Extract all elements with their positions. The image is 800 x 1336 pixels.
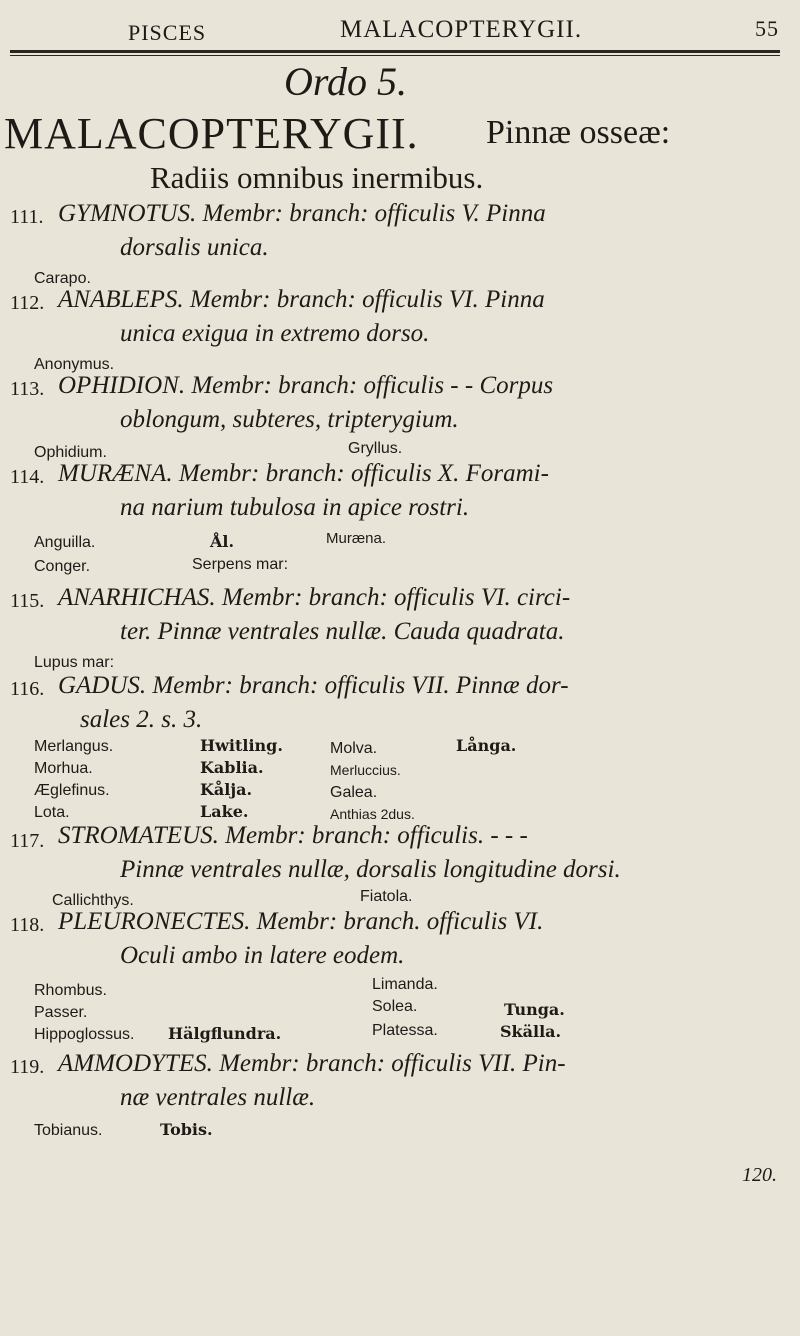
entry-number: 117. (10, 830, 45, 852)
synonym-vernacular: Kablia. (200, 758, 264, 777)
synonym-above: Gryllus. (348, 440, 403, 457)
entry-line: GYMNOTUS. Membr: branch: officulis V. Pinna (58, 200, 546, 227)
synonym-latin: Limanda. (372, 976, 438, 993)
class-subtitle: Radiis omnibus inermibus. (150, 160, 484, 195)
header-rule (10, 50, 780, 53)
synonym-above: Anonymus. (34, 356, 115, 373)
entry-number: 111. (10, 206, 44, 228)
synonym-latin: Anguilla. (34, 534, 96, 551)
running-head-center: MALACOPTERYGII. (340, 16, 583, 43)
synonym-latin: Æglefinus. (34, 782, 110, 799)
synonym-above: Fiatola. (360, 888, 413, 905)
synonym-vernacular: Ål. (210, 532, 235, 551)
synonym-vernacular: Kålja. (200, 780, 253, 799)
header-rule-thin (10, 55, 780, 56)
synonym-latin: Hippoglossus. (34, 1026, 135, 1043)
entry-number: 118. (10, 914, 45, 936)
synonym-vernacular: Långa. (456, 736, 517, 755)
entry-line: næ ventrales nullæ. (120, 1084, 316, 1111)
synonym-vernacular: Tobis. (160, 1120, 213, 1139)
entry-line: ANABLEPS. Membr: branch: officulis VI. Pinna (58, 286, 545, 313)
synonym-vernacular: Hälgflundra. (168, 1024, 282, 1043)
synonym-latin: Lota. (34, 804, 70, 821)
entry-line: ter. Pinnæ ventrales nullæ. Cauda quadrata. (120, 618, 565, 645)
synonym-latin: Galea. (330, 784, 378, 801)
entry-line: PLEURONECTES. Membr: branch. officulis VI. (58, 908, 544, 935)
entry-line: na narium tubulosa in apice rostri. (120, 494, 470, 521)
entry-number: 115. (10, 590, 45, 612)
catchword: 120. (742, 1164, 777, 1186)
running-head-left: PISCES (128, 20, 207, 45)
synonym-vernacular: Tunga. (504, 1000, 565, 1019)
synonym-latin: Tobianus. (34, 1122, 103, 1139)
synonym-above: Lupus mar: (34, 654, 115, 671)
entry-number: 116. (10, 678, 45, 700)
entry-number: 112. (10, 292, 45, 314)
synonym-vernacular: Serpens mar: (192, 556, 289, 573)
entry-line: dorsalis unica. (120, 234, 269, 261)
synonym-latin: Passer. (34, 1004, 88, 1021)
class-title: MALACOPTERYGII. (4, 109, 419, 158)
entry-line: Pinnæ ventrales nullæ, dorsalis longitudine dorsi. (120, 856, 621, 883)
entry-number: 113. (10, 378, 45, 400)
synonym-above: Ophidium. (34, 444, 107, 461)
entry-line: AMMODYTES. Membr: branch: officulis VII. Pin- (58, 1050, 566, 1077)
entry-line: STROMATEUS. Membr: branch: officulis. - - - (58, 822, 528, 849)
page-number: 55 (755, 16, 779, 41)
entry-number: 114. (10, 466, 45, 488)
entry-line: Oculi ambo in latere eodem. (120, 942, 405, 969)
synonym-vernacular: Hwitling. (200, 736, 283, 755)
synonym-latin: Rhombus. (34, 982, 107, 999)
entry-line: unica exigua in extremo dorso. (120, 320, 430, 347)
synonym-above: Carapo. (34, 270, 91, 287)
synonym-vernacular: Lake. (200, 802, 249, 821)
synonym-latin: Conger. (34, 558, 91, 575)
class-title-rest: Pinnæ osseæ: (486, 114, 671, 151)
entry-line: oblongum, subteres, tripterygium. (120, 406, 459, 433)
synonym-latin: Merluccius. (330, 762, 401, 778)
entry-line: GADUS. Membr: branch: officulis VII. Pinnæ dor- (58, 672, 569, 699)
ordo-heading: Ordo 5. (284, 59, 407, 104)
synonym-above: Callichthys. (52, 892, 134, 909)
synonym-latin: Merlangus. (34, 738, 114, 755)
synonym-latin: Molva. (330, 740, 378, 757)
synonym-latin: Platessa. (372, 1022, 438, 1039)
entry-line: ANARHICHAS. Membr: branch: officulis VI. circi- (58, 584, 571, 611)
synonym-latin: Morhua. (34, 760, 93, 777)
entry-line: MURÆNA. Membr: branch: officulis X. Forami- (58, 460, 549, 487)
entry-line: sales 2. s. 3. (80, 706, 203, 733)
synonym-latin: Muræna. (326, 530, 387, 547)
entry-line: OPHIDION. Membr: branch: officulis - - Corpus (58, 372, 554, 399)
synonym-latin: Solea. (372, 998, 418, 1015)
synonym-latin: Anthias 2dus. (330, 806, 415, 822)
entry-number: 119. (10, 1056, 45, 1078)
synonym-vernacular: Skälla. (500, 1022, 562, 1041)
